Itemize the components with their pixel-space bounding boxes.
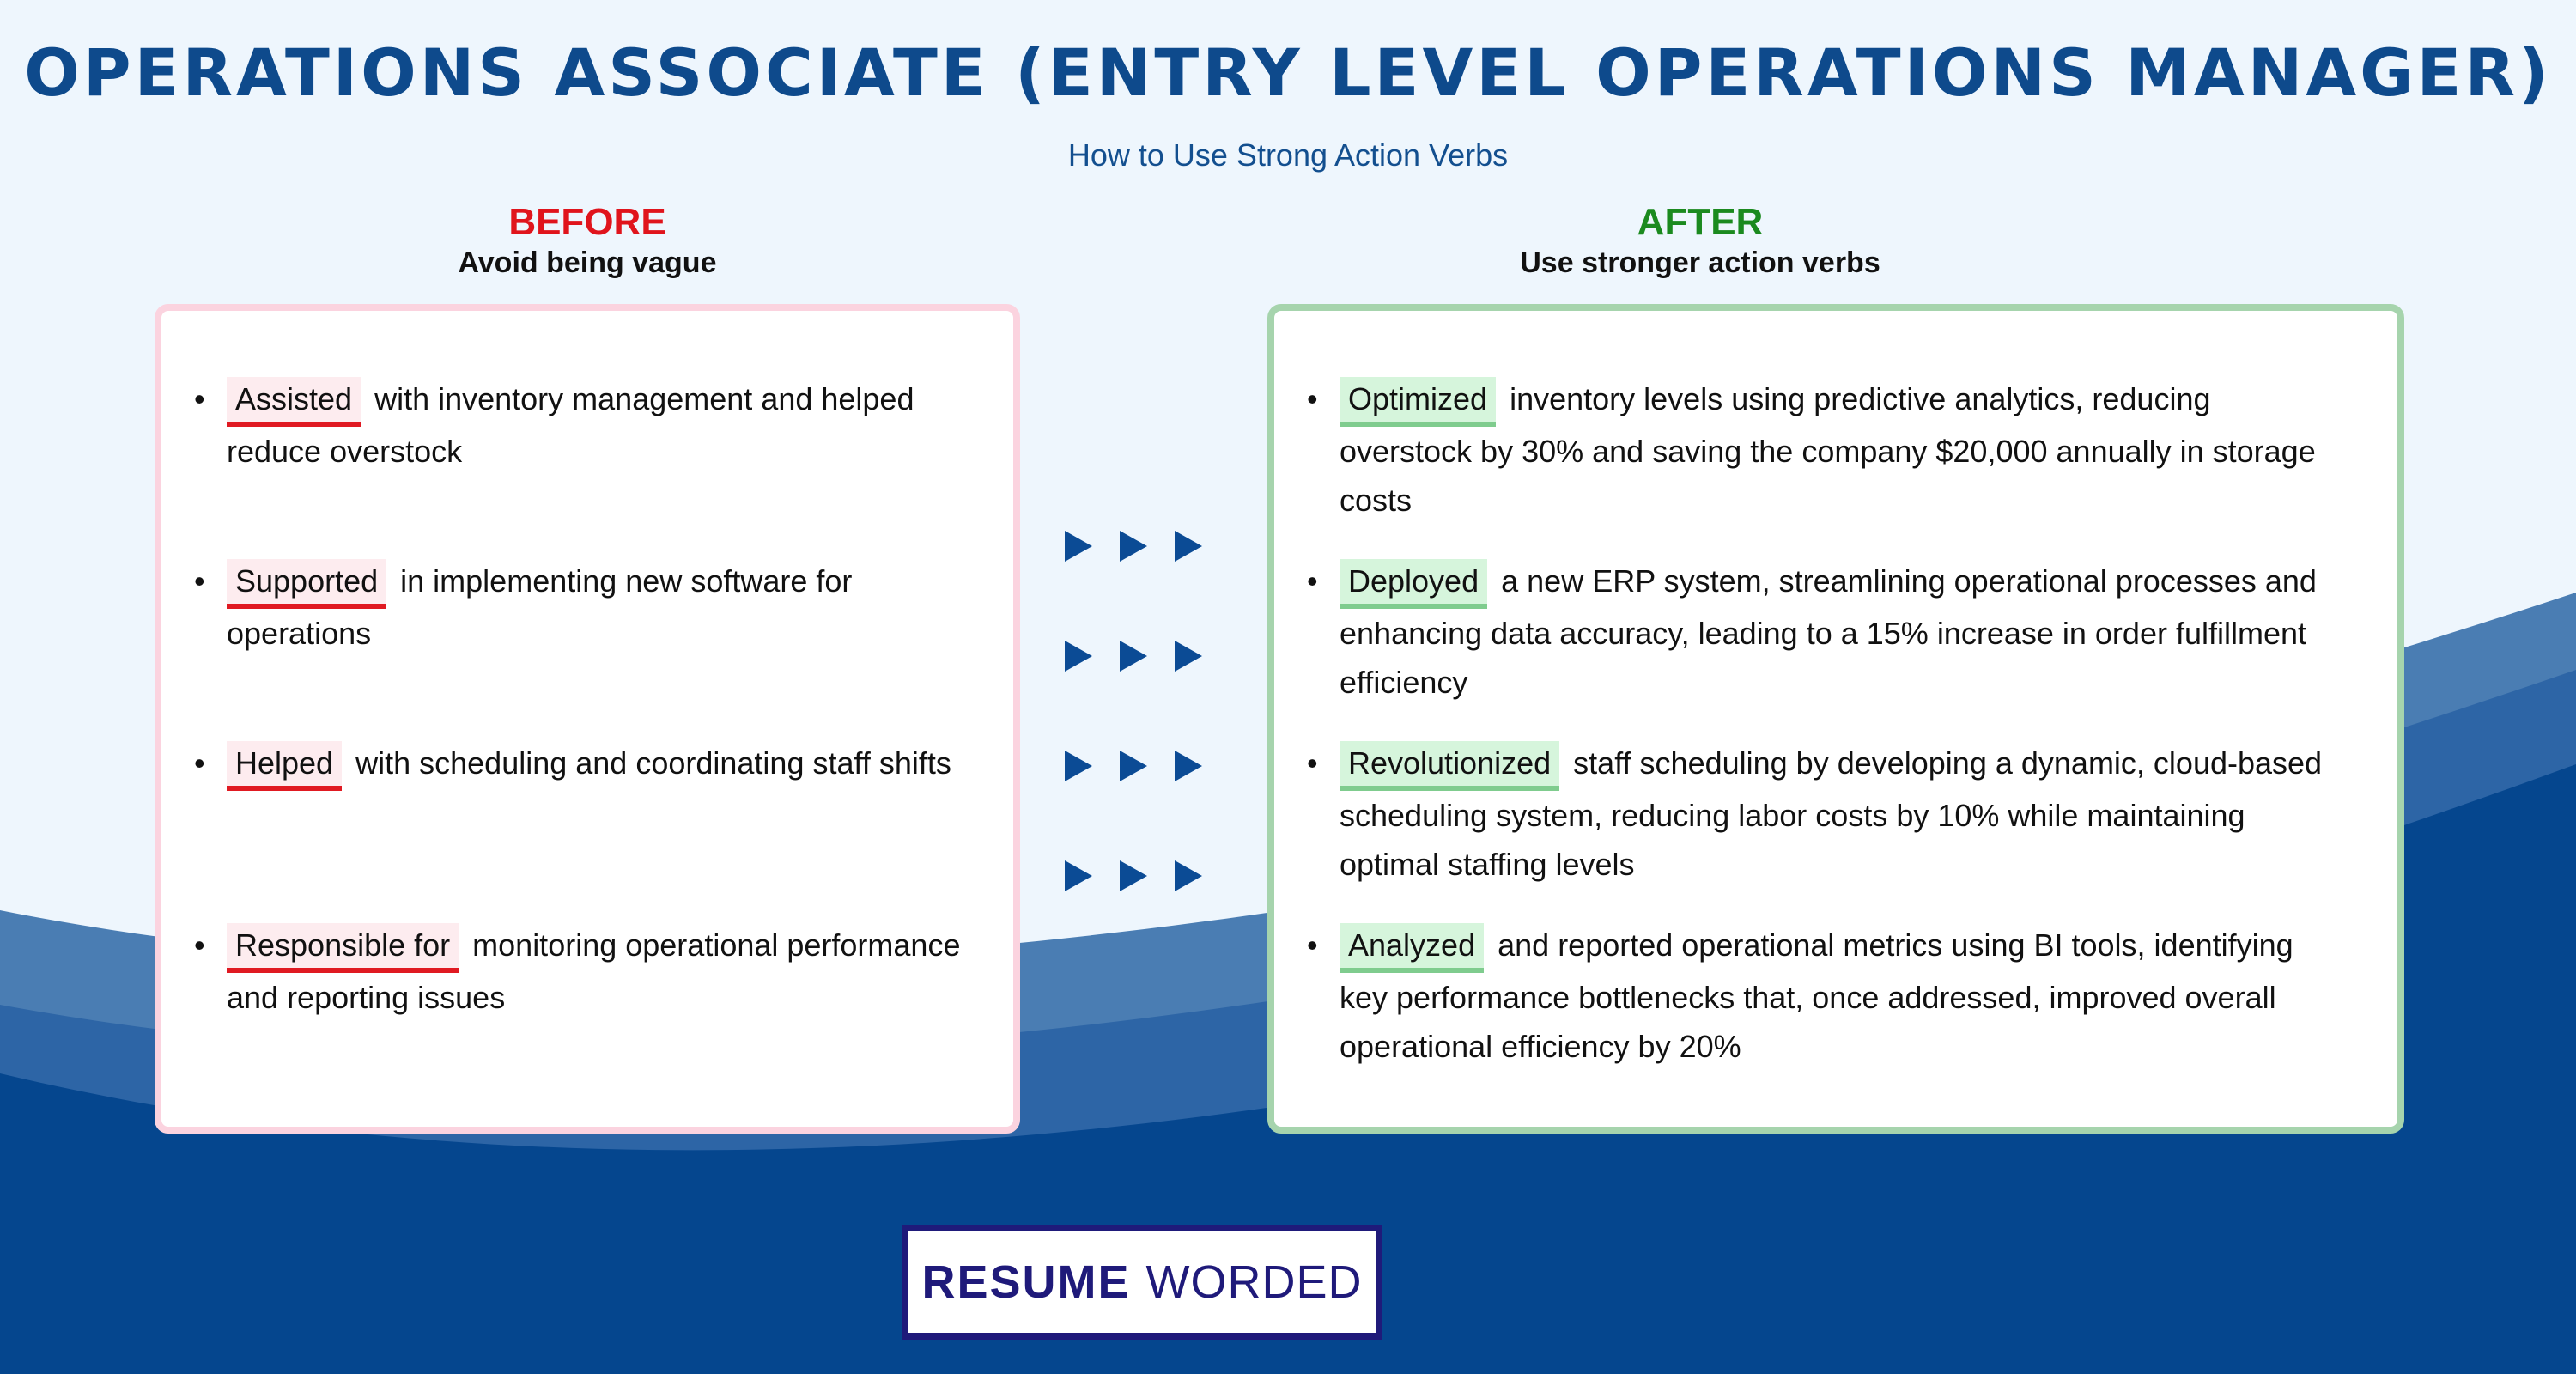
- arrow-right-icon: [1120, 531, 1147, 562]
- arrow-right-icon: [1120, 641, 1147, 672]
- logo-text-regular: WORDED: [1145, 1256, 1363, 1308]
- logo-text-bold: RESUME: [921, 1256, 1131, 1308]
- bullet-text: in implementing new software for operations: [227, 563, 853, 651]
- after-bullet: [1307, 374, 2337, 525]
- weak-verb-highlight: Assisted: [227, 377, 361, 427]
- after-bullet: [1307, 556, 2337, 707]
- arrow-row: [1065, 751, 1202, 781]
- before-label: BEFORE: [508, 201, 666, 243]
- after-bullet: [1307, 921, 2337, 1071]
- arrow-right-icon: [1175, 641, 1202, 672]
- arrow-row: [1065, 531, 1202, 562]
- resume-worded-logo: [902, 1225, 1382, 1340]
- bullet-dot: •: [1307, 927, 1318, 963]
- before-bullet: [194, 374, 996, 476]
- arrow-right-icon: [1175, 860, 1202, 891]
- bullet-dot: •: [1307, 563, 1318, 599]
- after-panel: [1267, 304, 2404, 1134]
- bullet-dot: •: [1307, 745, 1318, 781]
- arrow-right-icon: [1175, 531, 1202, 562]
- strong-verb-highlight: Deployed: [1340, 559, 1487, 609]
- bullet-text: and reported operational metrics using BI tools, identifying key performance bottlenecks that, once addressed, improved overall operational efficiency by 20%: [1340, 927, 2293, 1064]
- before-bullet: [194, 556, 996, 658]
- arrow-right-icon: [1065, 860, 1092, 891]
- bullet-text: with scheduling and coordinating staff shifts: [355, 745, 951, 781]
- arrow-row: [1065, 641, 1202, 672]
- bullet-dot: •: [194, 927, 205, 963]
- before-sublabel: Avoid being vague: [458, 246, 717, 279]
- weak-verb-highlight: Helped: [227, 741, 342, 791]
- before-header: [155, 200, 1020, 281]
- after-bullet: [1307, 739, 2337, 889]
- arrow-right-icon: [1175, 751, 1202, 781]
- before-panel: [155, 304, 1020, 1134]
- bullet-dot: •: [194, 563, 205, 599]
- arrow-right-icon: [1065, 751, 1092, 781]
- page-title: OPERATIONS ASSOCIATE (ENTRY LEVEL OPERATIONS MANAGER): [24, 34, 2552, 111]
- after-label: AFTER: [1637, 201, 1764, 243]
- before-bullet: [194, 739, 996, 791]
- after-header: [1267, 200, 2133, 281]
- weak-verb-highlight: Responsible for: [227, 923, 459, 973]
- bullet-text: staff scheduling by developing a dynamic, cloud-based scheduling system, reducing labor costs by 10% while maintaining optimal staffing levels: [1340, 745, 2323, 882]
- page-subtitle: How to Use Strong Action Verbs: [1067, 137, 1509, 173]
- bullet-text: monitoring operational performance and reporting issues: [227, 927, 961, 1015]
- arrow-right-icon: [1120, 751, 1147, 781]
- bullet-dot: •: [194, 381, 205, 416]
- bullet-text: a new ERP system, streamlining operational processes and enhancing data accuracy, leading to a 15% increase in order fulfillment efficiency: [1340, 563, 2317, 700]
- arrow-right-icon: [1065, 641, 1092, 672]
- strong-verb-highlight: Analyzed: [1340, 923, 1484, 973]
- weak-verb-highlight: Supported: [227, 559, 386, 609]
- arrow-right-icon: [1120, 860, 1147, 891]
- bullet-text: with inventory management and helped reduce overstock: [227, 381, 914, 469]
- strong-verb-highlight: Optimized: [1340, 377, 1496, 427]
- bullet-dot: •: [1307, 381, 1318, 416]
- after-sublabel: Use stronger action verbs: [1520, 246, 1880, 279]
- strong-verb-highlight: Revolutionized: [1340, 741, 1559, 791]
- bullet-dot: •: [194, 745, 205, 781]
- bullet-text: inventory levels using predictive analytics, reducing overstock by 30% and saving the company $20,000 annually in storage costs: [1340, 381, 2316, 518]
- arrow-row: [1065, 860, 1202, 891]
- arrow-right-icon: [1065, 531, 1092, 562]
- before-bullet: [194, 921, 996, 1022]
